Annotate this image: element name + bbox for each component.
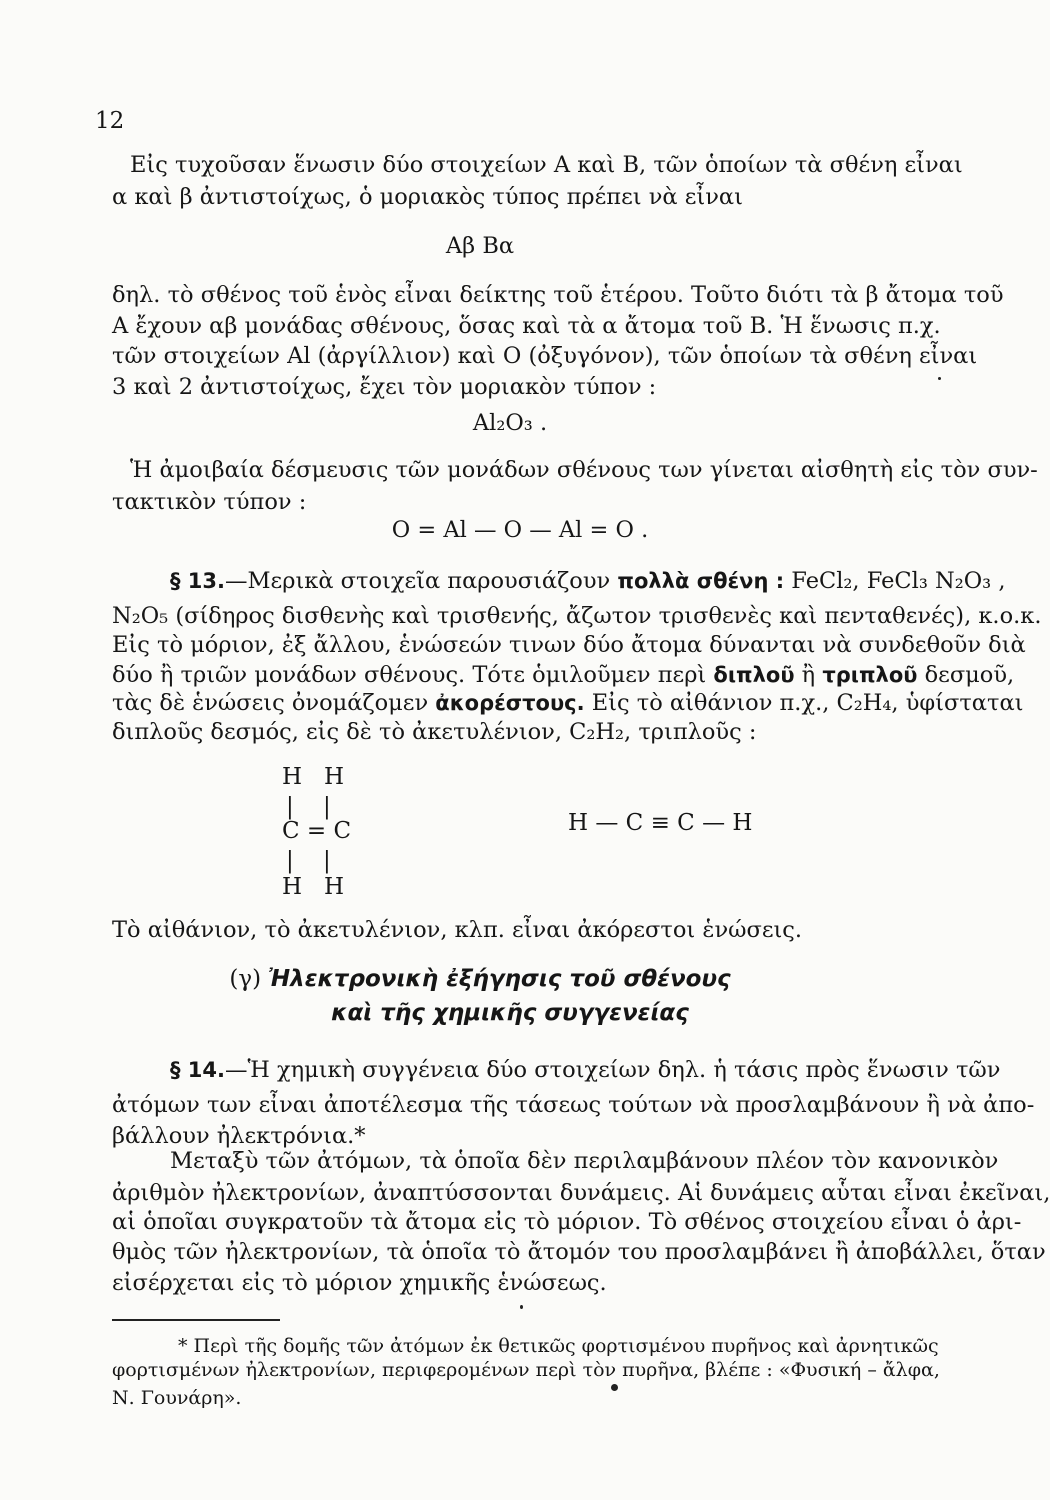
footnote-line — [112, 1386, 938, 1410]
text: Α ἔχουν αβ μονάδας σθένους, ὅσας καὶ τὰ α ἄτομα τοῦ Β. Ἡ ἕνωσις π.χ. — [112, 313, 941, 339]
text: 3 καὶ 2 ἀντιστοίχως, ἔχει τὸν μοριακὸν τύπον : — [112, 374, 657, 400]
text: εἰσέρχεται εἰς τὸ μόριον χημικῆς ἑνώσεως. — [112, 1270, 607, 1296]
text: ἀτόμων των εἶναι ἀποτέλεσμα τῆς τάσεως τούτων νὰ προσλαμβάνουν ἢ νὰ ἀπο- — [112, 1092, 1035, 1118]
ethylene-bottom: H H — [282, 874, 345, 900]
text: FeCl₂, FeCl₃ N₂O₃ , — [784, 568, 1006, 594]
text: διπλοῦς δεσμός, εἰς δὲ τὸ ἀκετυλένιον, C₂H₂, τριπλοῦς : — [112, 719, 757, 745]
text-line — [130, 455, 1038, 485]
text: φορτισμένων ἠλεκτρονίων, περιφερομένων περὶ τὸν πυρῆνα, βλέπε : «Φυσική – ἄλφα, — [112, 1359, 940, 1381]
text: τὰς δὲ ἑνώσεις ὀνομάζομεν — [112, 690, 436, 716]
text: Ἡ ἀμοιβαία δέσμευσις τῶν μονάδων σθένους των γίνεται αἰσθητὴ εἰς τὸν συν- — [130, 457, 1038, 483]
text: —Ἡ χημικὴ συγγένεια δύο στοιχείων δηλ. ἡ τάσις πρὸς ἕνωσιν τῶν — [225, 1057, 1001, 1083]
text-line — [112, 915, 930, 945]
heading-line-1: Ἠλεκτρονικὴ ἐξήγησις τοῦ σθένους — [268, 966, 731, 992]
footnote-line — [112, 1358, 938, 1382]
section-number: § 14. — [170, 1058, 226, 1082]
text: δηλ. τὸ σθένος τοῦ ἑνὸς εἶναι δείκτης τοῦ ἑτέρου. Τοῦτο διότι τὰ β ἄτομα τοῦ — [112, 282, 1004, 308]
ink-speck — [611, 1384, 618, 1391]
formula-general: Aβ Bα — [445, 233, 515, 259]
text-line — [112, 182, 930, 212]
text: θμὸς τῶν ἠλεκτρονίων, τὰ ὁποῖα τὸ ἄτομόν του προσλαμβάνει ἢ ἀποβάλλει, ὅταν — [112, 1239, 1046, 1265]
text: α καὶ β ἀντιστοίχως, ὁ μοριακὸς τύπος πρέπει νὰ εἶναι — [112, 184, 743, 210]
text-line — [112, 630, 1026, 660]
text-line — [112, 341, 978, 371]
text-line — [112, 1178, 1050, 1208]
text-line — [112, 688, 1024, 718]
page-number: 12 — [95, 108, 125, 134]
text-line — [112, 601, 1042, 631]
ink-speck — [938, 377, 941, 380]
text-line — [112, 487, 930, 517]
text: —Μερικὰ στοιχεῖα παρουσιάζουν — [225, 568, 618, 594]
text: ἀριθμὸν ἠλεκτρονίων, ἀναπτύσσονται δυνάμεις. Αἱ δυνάμεις αὗται εἶναι ἐκεῖναι, — [112, 1180, 1050, 1206]
text-line — [112, 280, 1004, 310]
text-line — [112, 311, 941, 341]
acetylene-formula: H — C ≡ C — H — [568, 810, 753, 836]
bold-term: ἀκορέστους. — [435, 691, 585, 715]
text: δύο ἢ τριῶν μονάδων σθένους. Τότε ὁμιλοῦμεν περὶ — [112, 662, 714, 688]
text-line — [170, 1146, 999, 1176]
text: τακτικὸν τύπον : — [112, 489, 307, 515]
section-number: § 13. — [170, 569, 226, 593]
section-13-line — [170, 566, 1006, 596]
text: Τὸ αἰθάνιον, τὸ ἀκετυλένιον, κλπ. εἶναι ἀκόρεστοι ἑνώσεις. — [112, 917, 803, 943]
text: ἢ — [794, 662, 823, 688]
heading-prefix: (γ) — [229, 966, 269, 992]
text: Μεταξὺ τῶν ἀτόμων, τὰ ὁποῖα δὲν περιλαμβάνουν πλέον τὸν κανονικὸν — [170, 1148, 999, 1174]
text: * Περὶ τῆς δομῆς τῶν ἀτόμων ἐκ θετικῶς φορτισμένου πυρῆνος καὶ ἀρνητικῶς — [178, 1335, 939, 1357]
heading-line-2: καὶ τῆς χημικῆς συγγενείας — [331, 1000, 689, 1026]
text-line — [112, 1268, 930, 1298]
text-line — [130, 150, 963, 180]
section-heading — [0, 966, 960, 992]
text: Εἰς τὸ μόριον, ἐξ ἄλλου, ἑνώσεών τινων δύο ἄτομα δύνανται νὰ συνδεθοῦν διὰ — [112, 632, 1026, 658]
text-line — [112, 1237, 1046, 1267]
text-line — [112, 1090, 1035, 1120]
footnote-line — [178, 1334, 938, 1358]
text: Ν. Γουνάρη». — [112, 1387, 242, 1409]
bold-term: πολλὰ σθένη : — [617, 569, 785, 593]
text-line — [112, 717, 930, 747]
text: βάλλουν ἠλεκτρόνια.* — [112, 1123, 366, 1149]
text: Εἰς τυχοῦσαν ἕνωσιν δύο στοιχείων Α καὶ Β, τῶν ὁποίων τὰ σθένη εἶναι — [130, 152, 963, 178]
footnote-rule — [112, 1319, 280, 1321]
ethylene-bonds-upper: | | — [286, 794, 331, 820]
text: N₂O₅ (σίδηρος δισθενὴς καὶ τρισθενής, ἄζωτον τρισθενὲς καὶ πενταθενές), κ.ο.κ. — [112, 603, 1042, 629]
bold-term: τριπλοῦ — [822, 663, 918, 687]
text-line — [112, 1207, 1022, 1237]
bold-term: διπλοῦ — [713, 663, 795, 687]
ethylene-middle: C = C — [282, 818, 352, 844]
ethylene-bonds-lower: | | — [286, 848, 331, 874]
formula-al2o3: Al₂O₃ . — [472, 410, 548, 436]
text: δεσμοῦ, — [917, 662, 1015, 688]
ink-speck — [520, 1305, 523, 1309]
section-14-line — [170, 1055, 1001, 1085]
text-line — [112, 660, 1015, 690]
text-line — [112, 372, 930, 402]
text: αἱ ὁποῖαι συγκρατοῦν τὰ ἄτομα εἰς τὸ μόριον. Τὸ σθένος στοιχείου εἶναι ὁ ἀρι- — [112, 1209, 1022, 1235]
ethylene-top: H H — [282, 764, 345, 790]
structural-formula-al2o3: O = Al — O — Al = O . — [391, 517, 649, 543]
text: Εἰς τὸ αἰθάνιον π.χ., C₂H₄, ὑφίσταται — [584, 690, 1024, 716]
text: τῶν στοιχείων Al (ἀργίλλιον) καὶ Ο (ὀξυγόνον), τῶν ὁποίων τὰ σθένη εἶναι — [112, 343, 978, 369]
